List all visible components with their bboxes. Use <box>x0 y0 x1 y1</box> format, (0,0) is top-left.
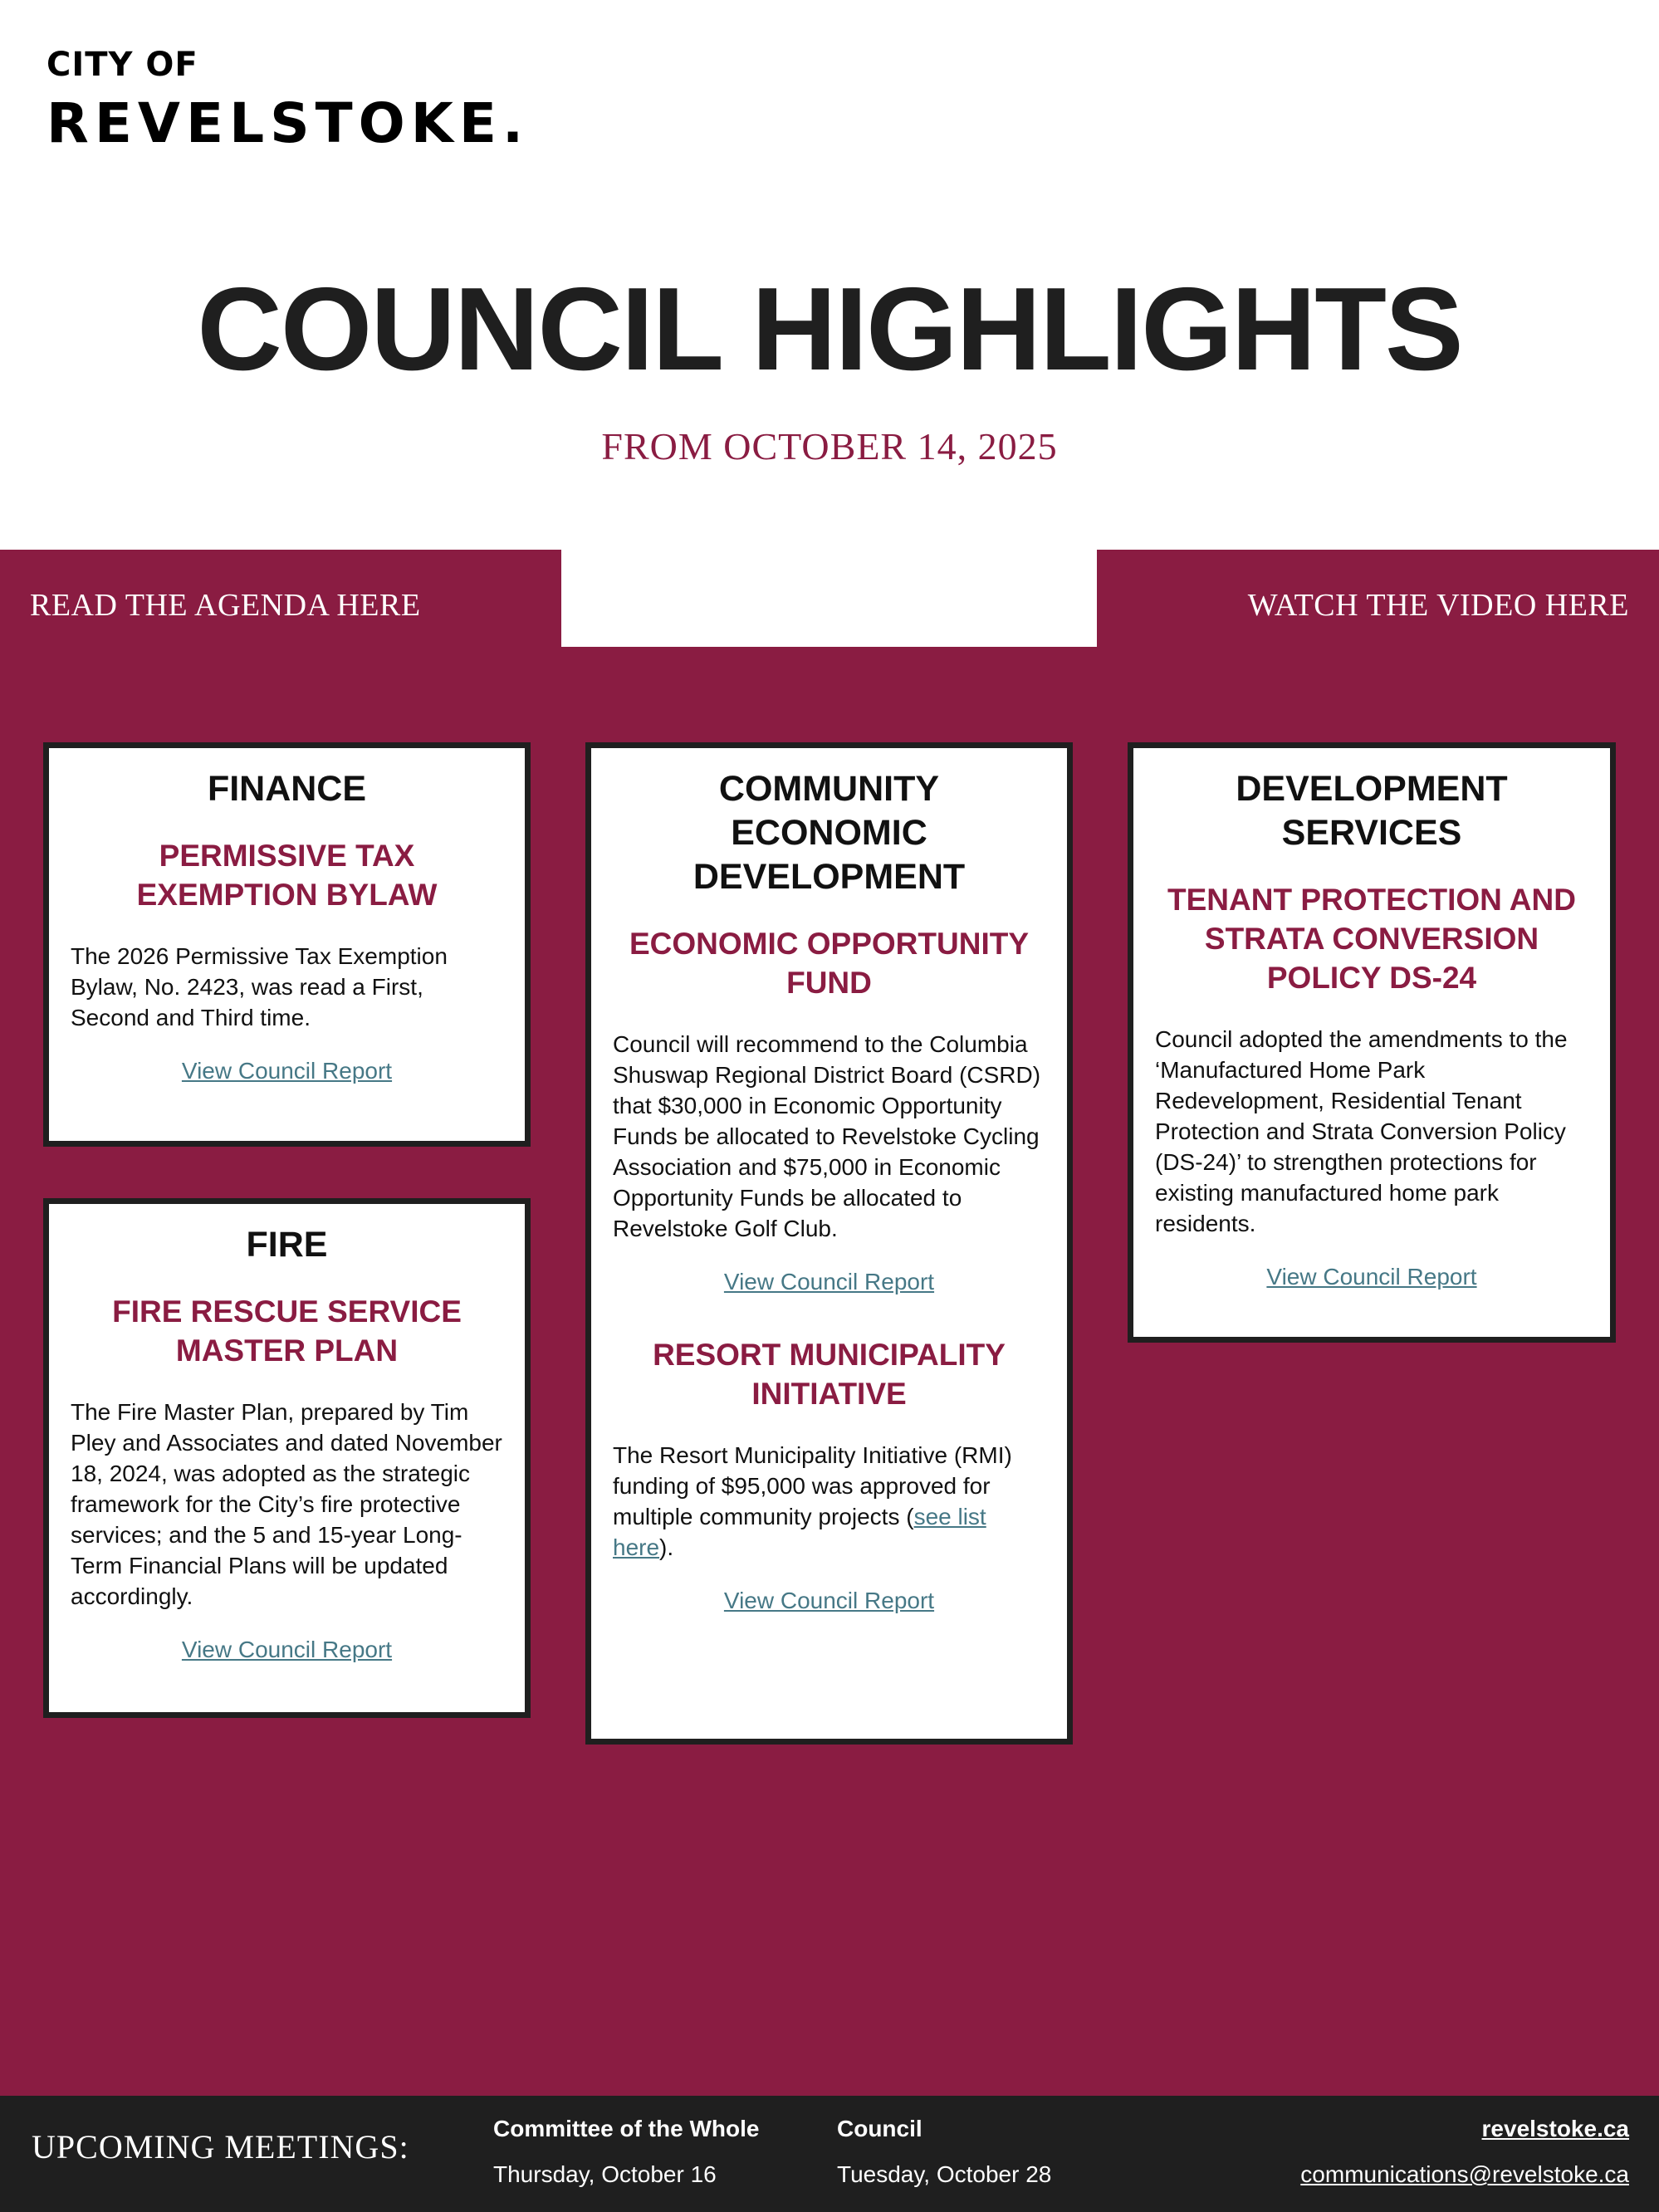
item-description: The 2026 Permissive Tax Exemption Bylaw, No. 2423, was read a First, Second and Third time. <box>71 943 448 1030</box>
item-description-end: ). <box>659 1534 674 1560</box>
logo-revelstoke: REVELSTOKE. <box>46 91 530 155</box>
meeting-date: Tuesday, October 28 <box>837 2161 1052 2187</box>
development-services-card <box>1128 742 1616 1343</box>
item-heading: TENANT PROTECTION AND STRATA CONVERSION POLICY DS-24 <box>1167 883 1576 995</box>
read-agenda-link[interactable]: READ THE AGENDA HERE <box>30 588 421 623</box>
view-council-report-link[interactable]: View Council Report <box>1266 1264 1477 1290</box>
department-heading: FIRE <box>246 1225 328 1265</box>
meeting-date: Thursday, October 16 <box>493 2161 717 2187</box>
meeting-name: Committee of the Whole <box>493 2116 760 2141</box>
logo-city-of: CITY OF <box>46 46 198 84</box>
item-heading: RESORT MUNICIPALITY INITIATIVE <box>653 1338 1006 1411</box>
view-council-report-link[interactable]: View Council Report <box>181 1058 393 1084</box>
item-description-text: The Resort Municipality Initiative (RMI) funding of $95,000 was approved for multiple community projects ( <box>613 1442 1012 1529</box>
department-heading: DEVELOPMENT SERVICES <box>1236 769 1508 853</box>
item-description: The Fire Master Plan, prepared by Tim Pley and Associates and dated November 18, 2024, was adopted as the strategic framework for the City’s fire protective services; and the 5 and 15-year Long-Term Financial Plans will be updated accordingly. <box>71 1399 502 1609</box>
department-heading: COMMUNITY ECONOMIC DEVELOPMENT <box>692 769 966 897</box>
community-economic-development-card <box>585 742 1073 1745</box>
city-logo <box>46 46 529 153</box>
upcoming-meetings-footer <box>0 2096 1659 2212</box>
meeting-council <box>837 2114 1051 2190</box>
see-list-here-link[interactable]: see list here <box>613 1504 986 1560</box>
meeting-committee-of-the-whole <box>493 2114 759 2190</box>
fire-card <box>43 1198 531 1718</box>
item-heading: PERMISSIVE TAX EXEMPTION BYLAW <box>136 839 438 912</box>
department-heading: FINANCE <box>207 769 367 809</box>
watch-video-link[interactable]: WATCH THE VIDEO HERE <box>1247 588 1629 623</box>
finance-card <box>43 742 531 1147</box>
item-description: Council adopted the amendments to the ‘Manufactured Home Park Redevelopment, Residential Tenant Protection and Strata Conversion Policy (DS-24)’ to strengthen protections for existing manufactured home park residents. <box>1155 1026 1568 1236</box>
view-council-report-link[interactable]: View Council Report <box>181 1637 393 1662</box>
page-title: COUNCIL HIGHLIGHTS <box>197 263 1462 395</box>
email-link[interactable]: communications@revelstoke.ca <box>1300 2161 1629 2187</box>
view-council-report-link[interactable]: View Council Report <box>723 1269 935 1294</box>
item-heading: FIRE RESCUE SERVICE MASTER PLAN <box>112 1294 462 1368</box>
contact-links <box>1300 2114 1629 2190</box>
upcoming-meetings-label: UPCOMING MEETINGS: <box>32 2128 409 2166</box>
meeting-date-subtitle: FROM OCTOBER 14, 2025 <box>601 425 1058 467</box>
band-notch <box>561 550 1097 647</box>
website-link[interactable]: revelstoke.ca <box>1481 2116 1629 2141</box>
item-description: Council will recommend to the Columbia Shuswap Regional District Board (CSRD) that $30,000 in Economic Opportunity Funds be allocated to Revelstoke Cycling Association and $75,000 in Economic Opportunity Funds be allocated to Revelstoke Golf Club. <box>613 1031 1041 1241</box>
item-heading: ECONOMIC OPPORTUNITY FUND <box>629 927 1030 1000</box>
meeting-name: Council <box>837 2116 922 2141</box>
item-description <box>611 1440 1047 1563</box>
view-council-report-link[interactable]: View Council Report <box>723 1588 935 1613</box>
